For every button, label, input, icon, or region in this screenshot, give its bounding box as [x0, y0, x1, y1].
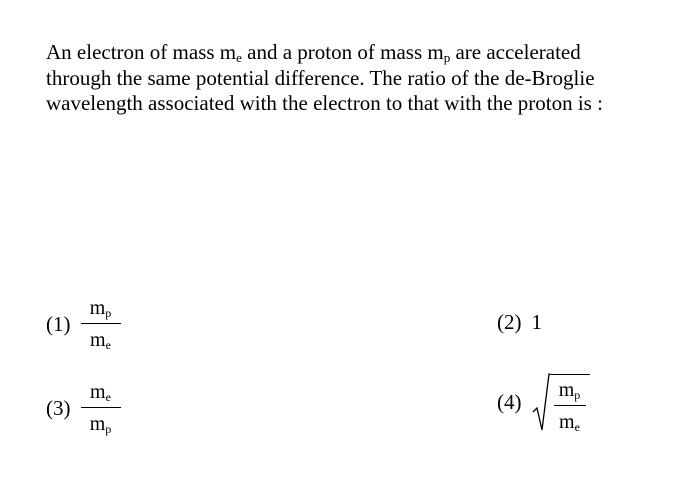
option-1[interactable] — [46, 297, 121, 351]
fraction-numerator: $m_p$ — [89, 297, 112, 320]
option-4-fraction — [554, 379, 586, 433]
square-root-expression — [532, 372, 590, 433]
option-2-number: (2) — [497, 310, 522, 334]
fraction-denominator: $m_e$ — [90, 329, 111, 352]
option-4-number: (4) — [497, 390, 522, 414]
question-text-part: and a proton of mass m — [241, 40, 444, 64]
option-3[interactable] — [46, 381, 121, 435]
subscript-p: p — [443, 50, 451, 65]
fraction-bar — [81, 323, 121, 324]
question-text — [46, 40, 626, 117]
option-3-fraction — [81, 381, 121, 435]
square-root-body — [550, 374, 590, 433]
fraction-denominator: $m_e$ — [559, 411, 580, 434]
subscript-e: e — [236, 50, 242, 65]
fraction-bar — [554, 405, 586, 406]
option-1-number: (1) — [46, 311, 71, 336]
question-text-part: are accelerated through the same potential difference. The ratio of the de-Broglie wavelength associated with the electron to that with the proton is : — [46, 40, 603, 115]
question-text-part: An electron of mass m — [46, 40, 237, 64]
fraction-bar — [81, 407, 121, 408]
fraction-numerator: $m_p$ — [558, 379, 581, 402]
fraction-denominator: $m_p$ — [89, 413, 112, 436]
option-4[interactable] — [497, 372, 590, 433]
option-2-value: 1 — [531, 310, 542, 334]
option-1-fraction — [81, 297, 121, 351]
square-root-icon — [532, 372, 550, 432]
option-3-number: (3) — [46, 395, 71, 420]
option-2[interactable] — [497, 310, 542, 335]
fraction-numerator: $m_e$ — [90, 381, 111, 404]
